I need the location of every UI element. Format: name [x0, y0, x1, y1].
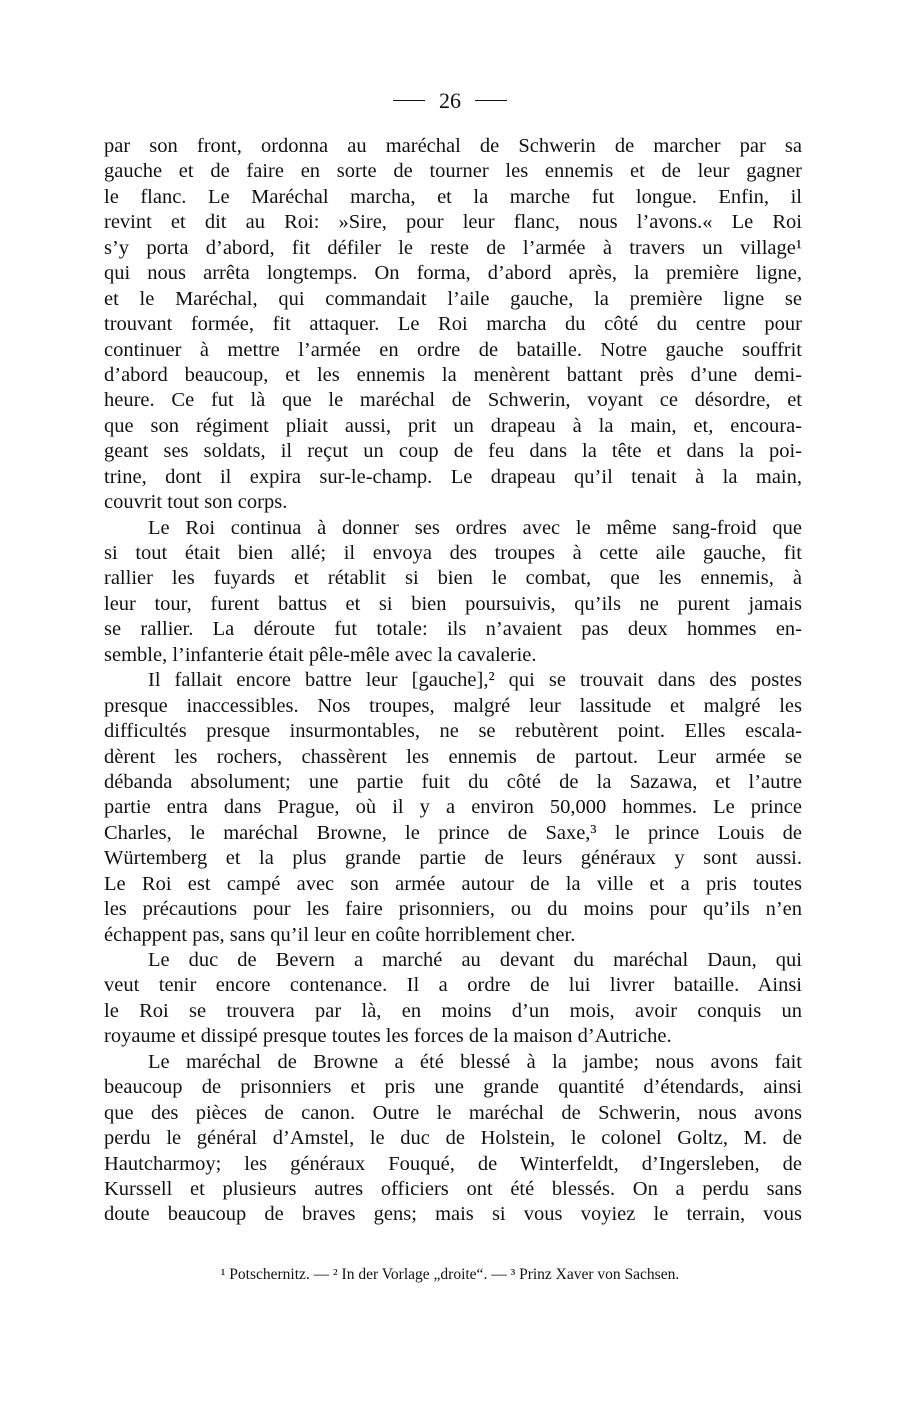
text-line: presque inaccessibles. Nos troupes, malgré leur lassitude et malgré les	[104, 694, 802, 717]
text-line: couvrit tout son corps.	[104, 491, 288, 514]
body-text	[104, 134, 802, 1228]
text-line: heure. Ce fut là que le maréchal de Schwerin, voyant ce désordre, et	[104, 389, 802, 412]
paragraph	[104, 516, 802, 669]
text-line: continuer à mettre l’armée en ordre de bataille. Notre gauche souffrit	[104, 338, 802, 361]
text-line: Charles, le maréchal Browne, le prince de Saxe,³ le prince Louis de	[104, 821, 802, 844]
text-line: d’abord beaucoup, et les ennemis la menèrent battant près d’une demi-	[104, 363, 802, 386]
text-line: Würtemberg et la plus grande partie de leurs généraux y sont aussi.	[104, 847, 802, 870]
text-line: le Roi se trouvera par là, en moins d’un mois, avoir conquis un	[104, 999, 802, 1022]
text-line: si tout était bien allé; il envoya des troupes à cette aile gauche, fit	[104, 542, 802, 564]
text-line: les précautions pour les faire prisonniers, ou du moins pour qu’ils n’en	[104, 898, 802, 921]
header-rule-left	[393, 100, 425, 101]
text-line: partie entra dans Prague, où il y a environ 50,000 hommes. Le prince	[104, 796, 802, 819]
text-line: Il fallait encore battre leur [gauche],² qui se trouvait dans des postes	[148, 669, 802, 692]
header-rule-right	[475, 100, 507, 101]
text-line: doute beaucoup de braves gens; mais si vous voyiez le terrain, vous	[104, 1203, 802, 1226]
text-line: Hautcharmoy; les généraux Fouqué, de Winterfeldt, d’Ingersleben, de	[104, 1152, 802, 1175]
text-line: s’y porta d’abord, fit défiler le reste de l’armée à travers un village¹	[104, 236, 802, 259]
text-line: veut tenir encore contenance. Il a ordre de lui livrer bataille. Ainsi	[104, 974, 802, 997]
paragraph	[104, 668, 802, 948]
text-line: trouvant formée, fit attaquer. Le Roi marcha du côté du centre pour	[104, 313, 802, 336]
text-line: gauche et de faire en sorte de tourner les ennemis et de leur gagner	[104, 160, 802, 183]
text-line: débanda absolument; une partie fuit du côté de la Sazawa, et l’autre	[104, 770, 802, 793]
text-line: geant ses soldats, il reçut un coup de feu dans la tête et dans la poi-	[104, 440, 802, 463]
text-line: par son front, ordonna au maréchal de Schwerin de marcher par sa	[104, 135, 802, 157]
page-number: 26	[439, 87, 461, 113]
text-line: revint et dit au Roi: »Sire, pour leur flanc, nous l’avons.« Le Roi	[104, 211, 802, 234]
text-line: le flanc. Le Maréchal marcha, et la marche fut longue. Enfin, il	[104, 185, 802, 208]
text-line: Le Roi continua à donner ses ordres avec le même sang-froid que	[148, 516, 802, 539]
text-line: échappent pas, sans qu’il leur en coûte horriblement cher.	[104, 923, 576, 946]
page-header	[0, 86, 900, 114]
paragraph	[104, 1050, 802, 1228]
text-line: perdu le général d’Amstel, le duc de Holstein, le colonel Goltz, M. de	[104, 1127, 802, 1150]
text-line: qui nous arrêta longtemps. On forma, d’abord après, la première ligne,	[104, 262, 802, 285]
text-line: Le maréchal de Browne a été blessé à la jambe; nous avons fait	[148, 1050, 802, 1073]
text-line: trine, dont il expira sur-le-champ. Le drapeau qu’il tenait à la main,	[104, 465, 802, 488]
text-line: et le Maréchal, qui commandait l’aile gauche, la première ligne se	[104, 287, 802, 310]
text-line: que des pièces de canon. Outre le maréchal de Schwerin, nous avons	[104, 1101, 802, 1124]
text-line: Kurssell et plusieurs autres officiers ont été blessés. On a perdu sans	[104, 1177, 802, 1200]
paragraph	[104, 948, 802, 1050]
text-line: que son régiment pliait aussi, prit un drapeau à la main, et, encoura-	[104, 414, 802, 437]
text-line: se rallier. La déroute fut totale: ils n’avaient pas deux hommes en-	[104, 618, 802, 641]
text-line: dèrent les rochers, chassèrent les ennemis de partout. Leur armée se	[104, 745, 802, 768]
text-line: beaucoup de prisonniers et pris une grande quantité d’étendards, ainsi	[104, 1076, 802, 1099]
text-line: Le Roi est campé avec son armée autour de la ville et a pris toutes	[104, 872, 802, 895]
text-line: rallier les fuyards et rétablit si bien le combat, que les ennemis, à	[104, 567, 802, 590]
text-line: semble, l’infanterie était pêle-mêle avec la cavalerie.	[104, 643, 537, 666]
text-line: royaume et dissipé presque toutes les forces de la maison d’Autriche.	[104, 1025, 672, 1048]
footnotes: ¹ Potschernitz. — ² In der Vorlage „droite“. — ³ Prinz Xaver von Sachsen.	[220, 1266, 680, 1283]
paragraph	[104, 134, 802, 516]
text-line: leur tour, furent battus et si bien poursuivis, qu’ils ne purent jamais	[104, 592, 802, 615]
text-line: Le duc de Bevern a marché au devant du maréchal Daun, qui	[148, 949, 802, 971]
text-line: difficultés presque insurmontables, ne se rebutèrent point. Elles escala-	[104, 720, 802, 743]
